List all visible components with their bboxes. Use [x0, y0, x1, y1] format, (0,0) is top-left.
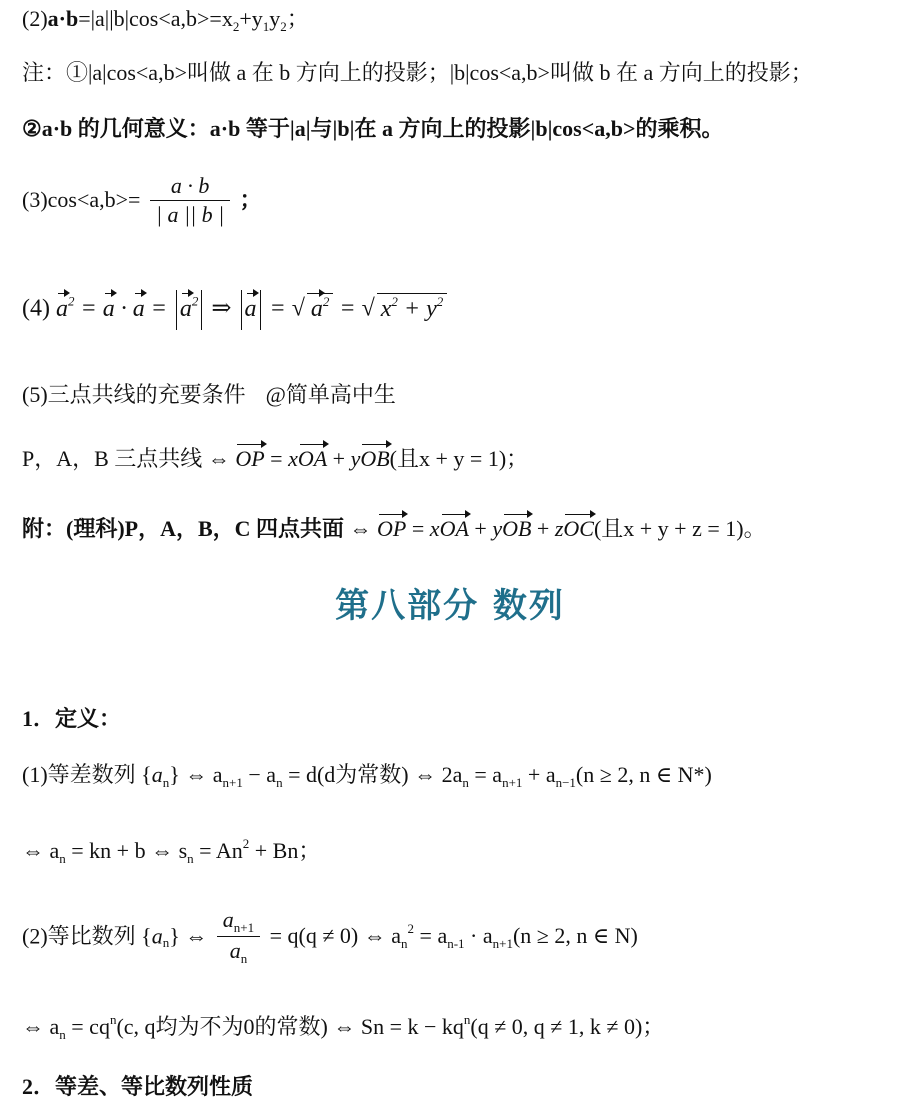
collinear-condition: P，A，B 三点共线 ⇔ OP = xOA + yOB(且x + y = 1)； — [22, 446, 529, 471]
dot-product-formula: $(2)a\cdot b=|a||b|\cos<a,b>=x_2+y_1y_2$； — [22, 6, 309, 34]
coplanar-condition: 附：(理科)P，A，B，C 四点共面 ⇔ OP = xOA + yOB + zOC(且x + y + z = 1)。 — [22, 516, 766, 541]
ratio-fraction: $\frac{a_{n+1}}{a_n}$ — [217, 906, 260, 968]
vector-magnitude-formula: (4) $a^2 = a \cdot a = a^2$ ⇒ a = √ $a^2$ = √ $x^2 + y^2$ — [22, 290, 447, 330]
geometric-sequence-equivalent: ⇔ $a_n = cq^n(c$, q均为不为0的常数) ⇔ $Sn = k - kq^n(q \ne 0$, q ≠ 1, k ≠ 0)； — [22, 1012, 665, 1042]
note-geometric-meaning: ②a·b 的几何意义：a·b 等于|a|与|b|在 a 方向上的投影|b|cos<a,b>的乘积。 — [22, 116, 724, 141]
geometric-sequence-definition: (2)等比数列 $\{a_n\}$ ⇔ $\frac{a_{n+1}}{a_n}$ = q(q ≠ 0) ⇔ $a_n^2 = a_{n-1} \cdot a_{n+1}(n \ge 2$, n ∈ N) — [22, 907, 638, 967]
collinear-condition-title: (5)三点共线的充要条件 @简单高中生 — [22, 382, 396, 407]
arithmetic-sequence-equivalent: ⇔ $a_n$ = kn + b ⇔ $s_n = An^2 + Bn$； — [22, 836, 321, 866]
section-properties-title: 2．等差、等比数列性质 — [22, 1074, 254, 1099]
arithmetic-sequence-definition: (1)等差数列 $\{a_n\}$ ⇔ $a_{n+1} - a_n = d(d$为常数) ⇔ $2a_n = a_{n+1} + a_{n-1}(n \ge 2$, n ∈ N*) — [22, 762, 712, 790]
cosine-formula: (3)cos<a,b>= $\frac{a \cdot b}{| a || b |}$ ； — [22, 173, 262, 227]
section-definition-title: 1．定义： — [22, 706, 122, 731]
note-projection: 注：①|a|cos<a,b>叫做 a 在 b 方向上的投影；|b|cos<a,b>叫做 b 在 a 方向上的投影； — [22, 60, 813, 85]
section-heading: 第八部分 数列 — [335, 586, 565, 626]
cosine-fraction: $\frac{a \cdot b}{| a || b |}$ — [150, 172, 230, 228]
